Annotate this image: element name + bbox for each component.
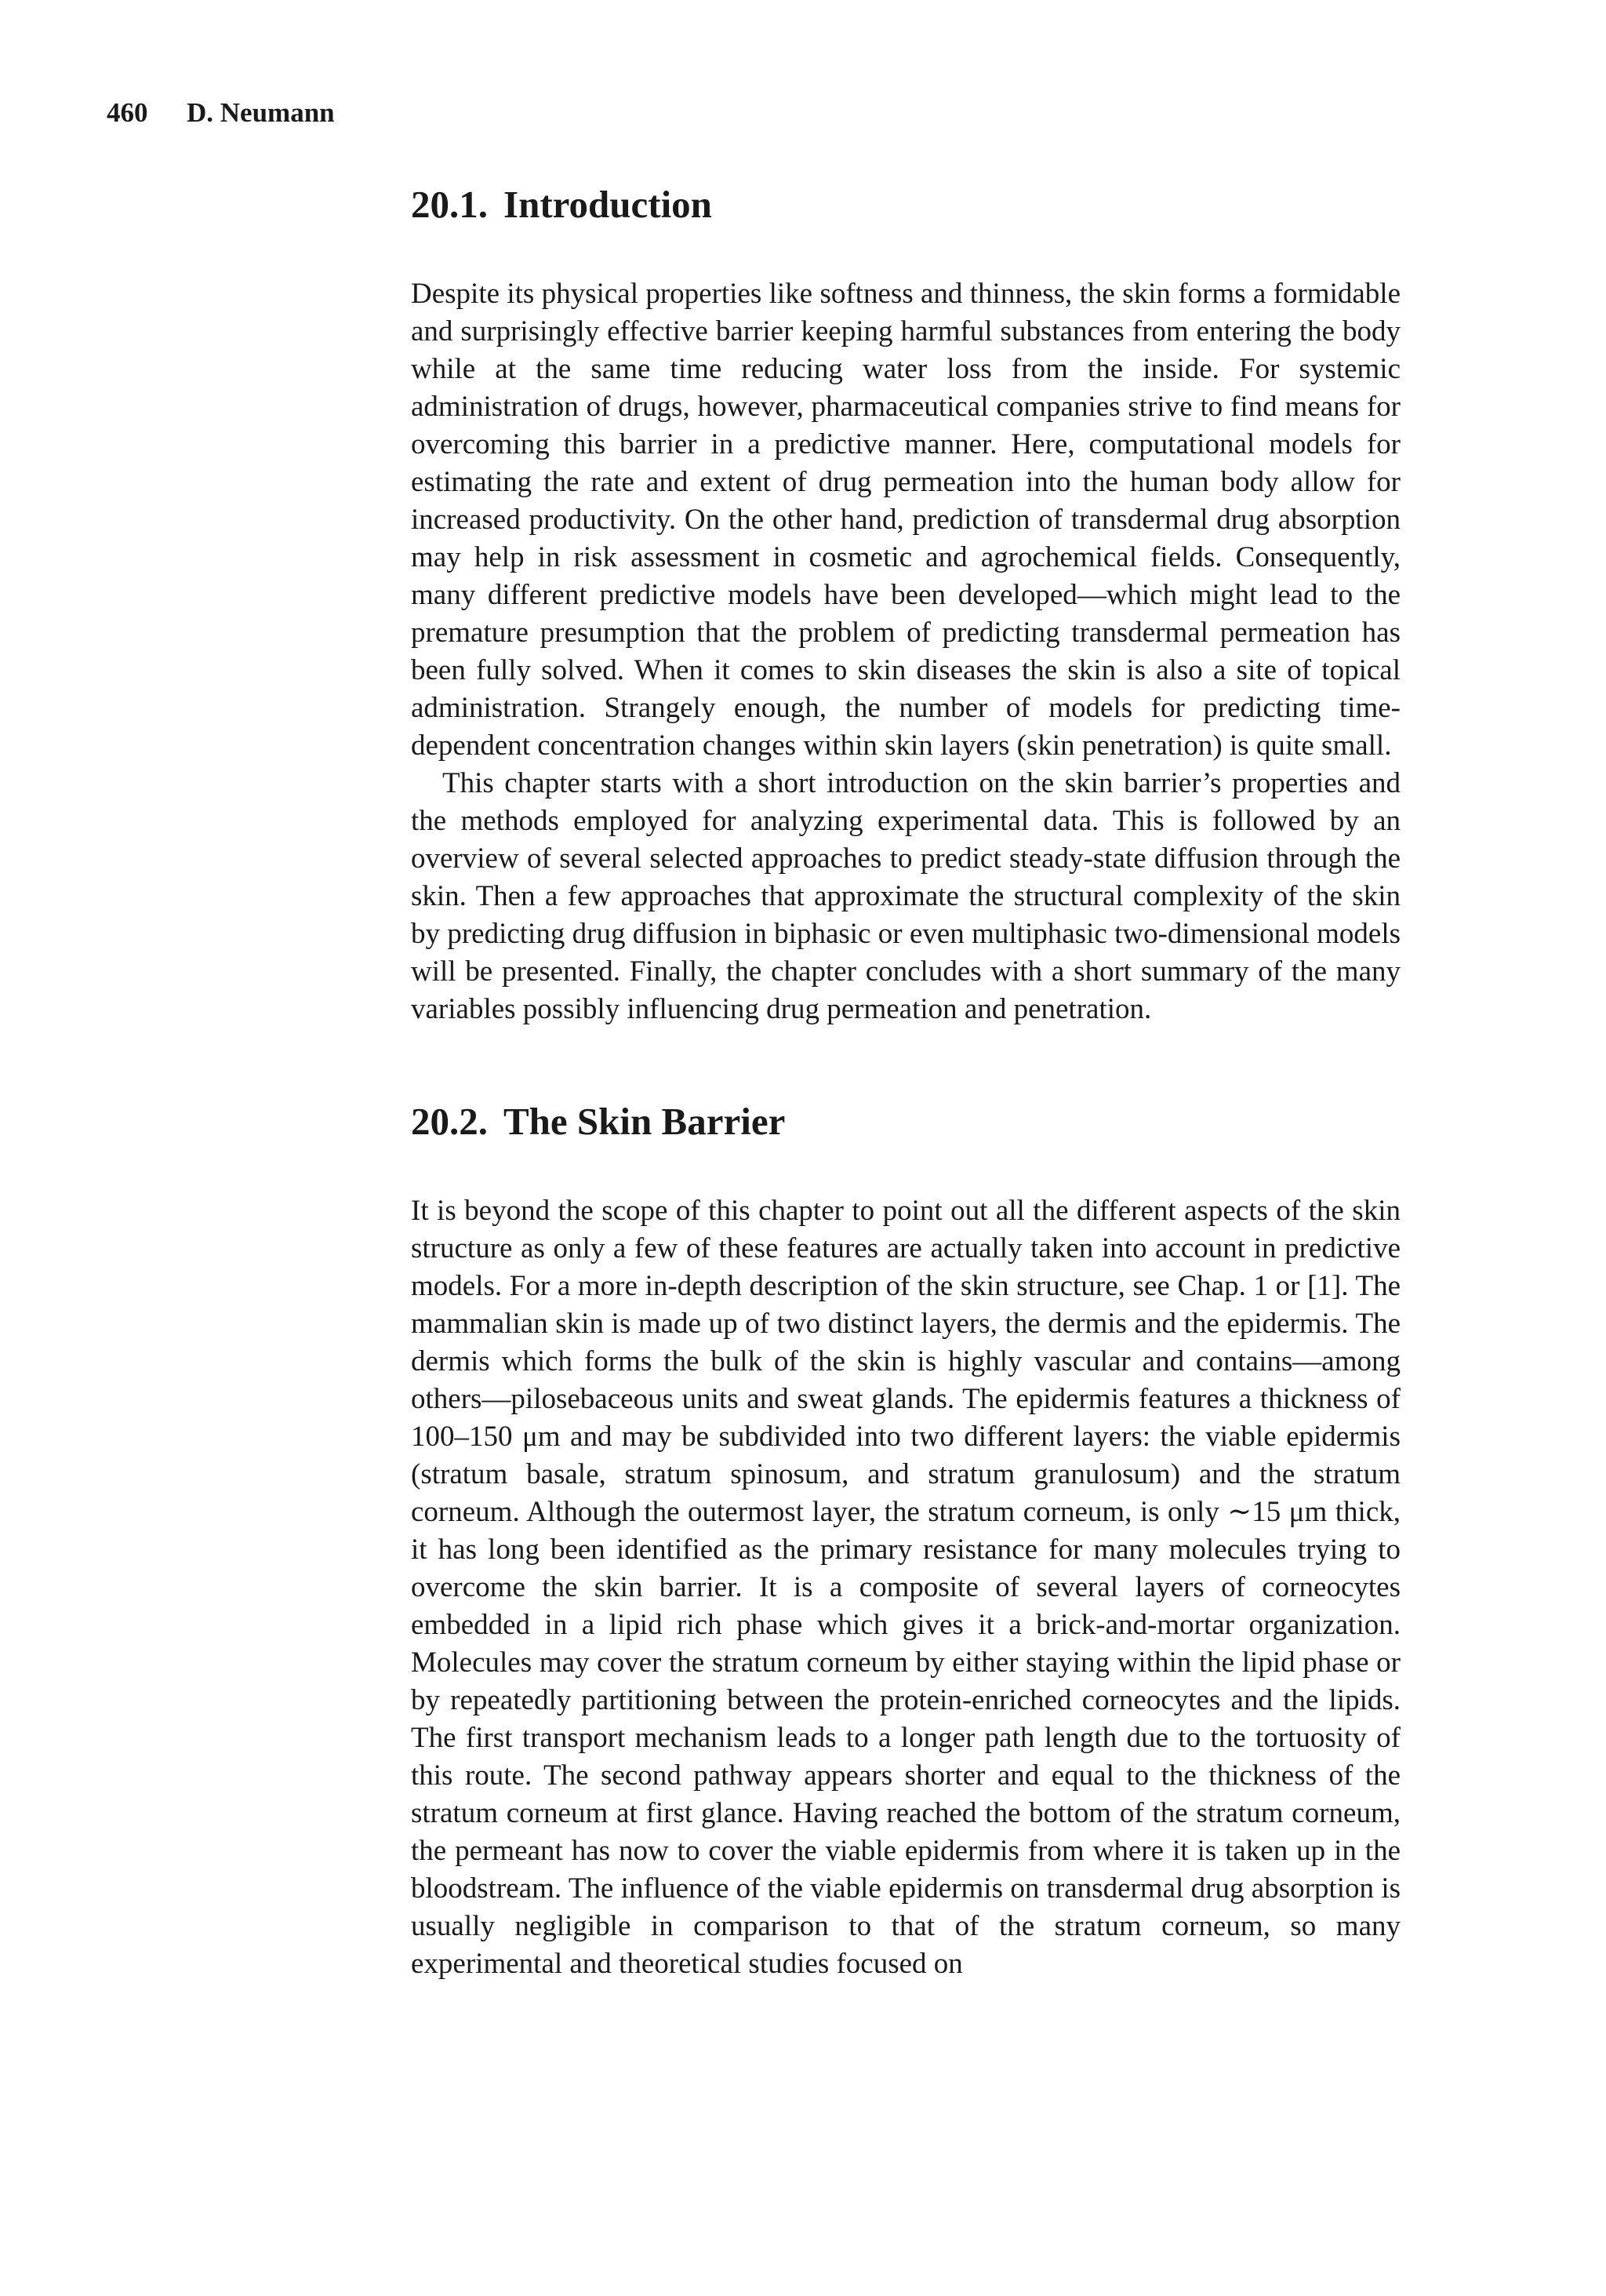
section-introduction [411,182,1401,1028]
running-head-author: D. Neumann [187,97,335,128]
section-heading-introduction [411,182,1401,228]
page-body [411,182,1401,1983]
page-number: 460 [107,97,148,128]
paragraph-intro-1: Despite its physical properties like softness and thinness, the skin forms a formidable and surprisingly effective barrier keeping harmful substances from entering the body while at the same time reducing water loss from the inside. For systemic administration of drugs, however, pharmaceutical companies strive to find means for overcoming this barrier in a predictive manner. Here, computational models for estimating the rate and extent of drug permeation into the human body allow for increased productivity. On the other hand, prediction of transdermal drug absorption may help in risk assessment in cosmetic and agrochemical fields. Consequently, many different predictive models have been developed—which might lead to the premature presumption that the problem of predicting transdermal permeation has been fully solved. When it comes to skin diseases the skin is also a site of topical administration. Strangely enough, the number of models for predicting time-dependent concentration changes within skin layers (skin penetration) is quite small. [411,277,1401,762]
running-head [107,99,335,126]
section-title: The Skin Barrier [503,1099,786,1143]
section-skin-barrier [411,1099,1401,1983]
paragraph-barrier-1: It is beyond the scope of this chapter to point out all the different aspects of the skin structure as only a few of these features are actually taken into account in predictive models. For a more in-depth description of the skin structure, see Chap. 1 or [1]. The mammalian skin is made up of two distinct layers, the dermis and the epidermis. The dermis which forms the bulk of the skin is highly vascular and contains—among others—pilosebaceous units and sweat glands. The epidermis features a thickness of 100–150 μm and may be subdivided into two different layers: the viable epidermis (stratum basale, stratum spinosum, and stratum granulosum) and the stratum corneum. Although the outermost layer, the stratum corneum, is only ∼15 μm thick, it has long been identified as the primary resistance for many molecules trying to overcome the skin barrier. It is a composite of several layers of corneocytes embedded in a lipid rich phase which gives it a brick-and-mortar organization. Molecules may cover the stratum corneum by either staying within the lipid phase or by repeatedly partitioning between the protein-enriched corneocytes and the lipids. The first transport mechanism leads to a longer path length due to the tortuosity of this route. The second pathway appears shorter and equal to the thickness of the stratum corneum at first glance. Having reached the bottom of the stratum corneum, the permeant has now to cover the viable epidermis from where it is taken up in the bloodstream. The influence of the viable epidermis on transdermal drug absorption is usually negligible in comparison to that of the stratum corneum, so many experimental and theoretical studies focused on [411,1194,1401,1980]
section-heading-skin-barrier [411,1099,1401,1145]
section-number: 20.2. [411,1099,488,1143]
section-number: 20.1. [411,183,488,226]
section-title: Introduction [503,183,712,226]
paragraph-intro-2: This chapter starts with a short introduction on the skin barrier’s properties and the methods employed for analyzing experimental data. This is followed by an overview of several selected approaches to predict steady-state diffusion through the skin. Then a few approaches that approximate the structural complexity of the skin by predicting drug diffusion in biphasic or even multiphasic two-dimensional models will be presented. Finally, the chapter concludes with a short summary of the many variables possibly influencing drug permeation and penetration. [411,766,1401,1025]
